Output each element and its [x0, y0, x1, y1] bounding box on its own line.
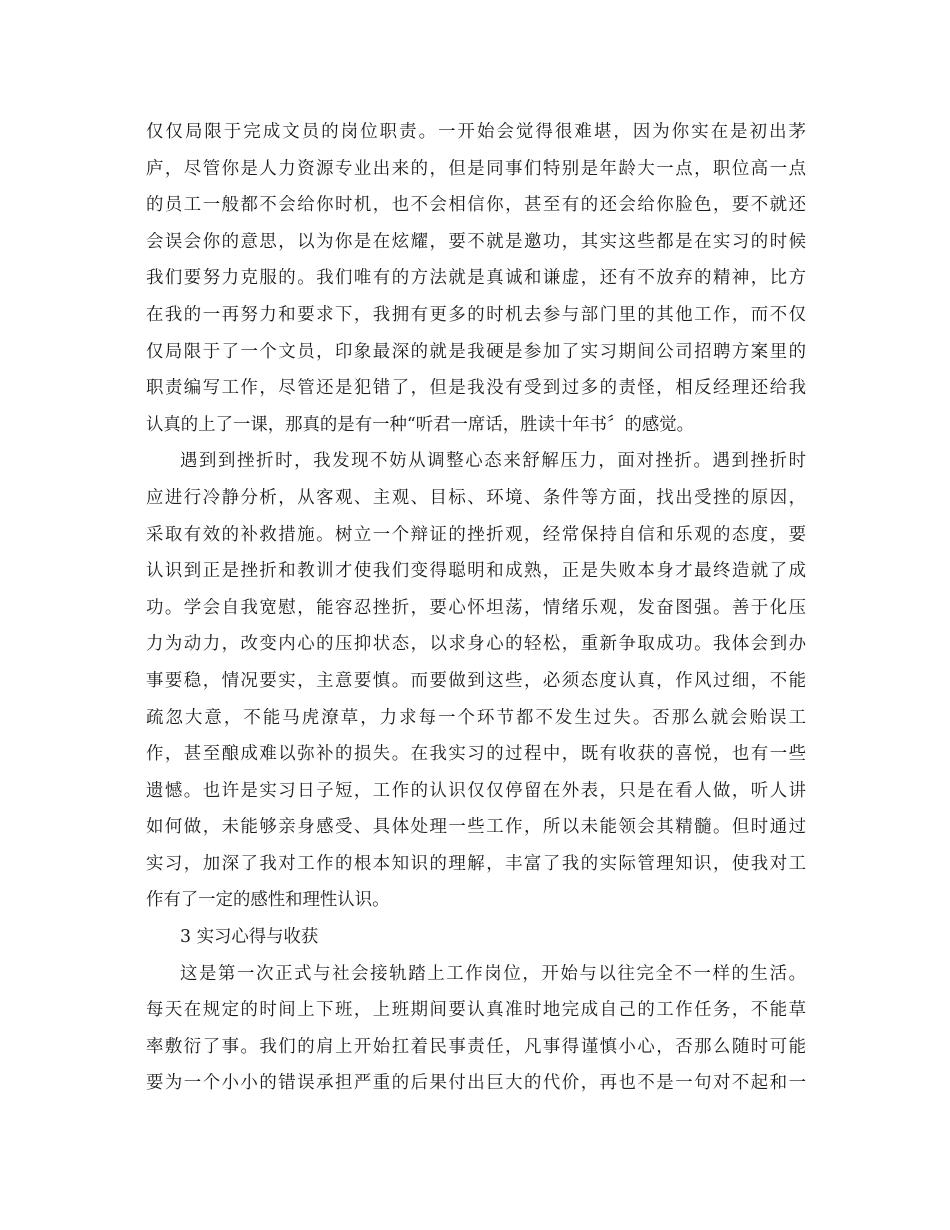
text-line: 要为一个小小的错误承担严重的后果付出巨大的代价，再也不是一句对不起和一 [146, 1073, 806, 1094]
text-line: 仅局限于了一个文员，印象最深的就是我硬是参加了实习期间公司招聘方案里的 [146, 341, 806, 362]
text-line: 遗憾。也许是实习日子短，工作的认识仅仅停留在外表，只是在看人做，听人讲 [146, 780, 806, 801]
section-heading: 3 实习心得与收获 [180, 927, 319, 948]
text-line: 疏忽大意，不能马虎潦草，力求每一个环节都不发生过失。否那么就会贻误工 [146, 707, 806, 728]
text-line: 每天在规定的时间上下班，上班期间要认真准时地完成自己的工作任务，不能草 [146, 1000, 806, 1021]
text-line: 会误会你的意思，以为你是在炫耀，要不就是邀功，其实这些都是在实习的时候 [146, 231, 806, 252]
text-line: 功。学会自我宽慰，能容忍挫折，要心怀坦荡，情绪乐观，发奋图强。善于化压 [146, 597, 806, 618]
text-line: 认识到正是挫折和教训才使我们变得聪明和成熟，正是失败本身才最终造就了成 [146, 561, 806, 582]
text-line: 采取有效的补救措施。树立一个辩证的挫折观，经常保持自信和乐观的态度，要 [146, 524, 806, 545]
text-line: 的员工一般都不会给你时机，也不会相信你，甚至有的还会给你脸色，要不就还 [146, 195, 806, 216]
text-line: 力为动力，改变内心的压抑状态，以求身心的轻松，重新争取成功。我体会到办 [146, 634, 806, 655]
text-line: 仅仅局限于完成文员的岗位职责。一开始会觉得很难堪，因为你实在是初出茅 [146, 122, 806, 142]
text-line: 实习，加深了我对工作的根本知识的理解，丰富了我的实际管理知识，使我对工 [146, 853, 806, 874]
text-line: 如何做，未能够亲身感受、具体处理一些工作，所以未能领会其精髓。但时通过 [146, 817, 806, 838]
paragraph-start-line: 遇到到挫折时，我发现不妨从调整心态来舒解压力，面对挫折。遇到挫折时 [180, 451, 806, 472]
text-line: 职责编写工作，尽管还是犯错了，但是我没有受到过多的责怪，相反经理还给我 [146, 378, 806, 399]
paragraph-start-line: 这是第一次正式与社会接轨踏上工作岗位，开始与以往完全不一样的生活。 [180, 963, 806, 984]
text-line: 庐，尽管你是人力资源专业出来的，但是同事们特别是年龄大一点，职位高一点 [146, 158, 806, 179]
text-line: 应进行冷静分析，从客观、主观、目标、环境、条件等方面，找出受挫的原因， [146, 487, 806, 508]
document-body [146, 114, 806, 1102]
text-line: 认真的上了一课，那真的是有一种“听君一席话，胜读十年书〞的感觉。 [146, 414, 695, 435]
text-line: 作，甚至酿成难以弥补的损失。在我实习的过程中，既有收获的喜悦，也有一些 [146, 744, 806, 765]
text-line: 率敷衍了事。我们的肩上开始扛着民事责任，凡事得谨慎小心，否那么随时可能 [146, 1036, 806, 1057]
text-line: 作有了一定的感性和理性认识。 [146, 890, 390, 911]
text-line: 事要稳，情况要实，主意要慎。而要做到这些，必须态度认真，作风过细，不能 [146, 670, 806, 691]
text-line: 我们要努力克服的。我们唯有的方法就是真诚和谦虚，还有不放弃的精神，比方 [146, 268, 806, 289]
text-line: 在我的一再努力和要求下，我拥有更多的时机去参与部门里的其他工作，而不仅 [146, 304, 806, 325]
